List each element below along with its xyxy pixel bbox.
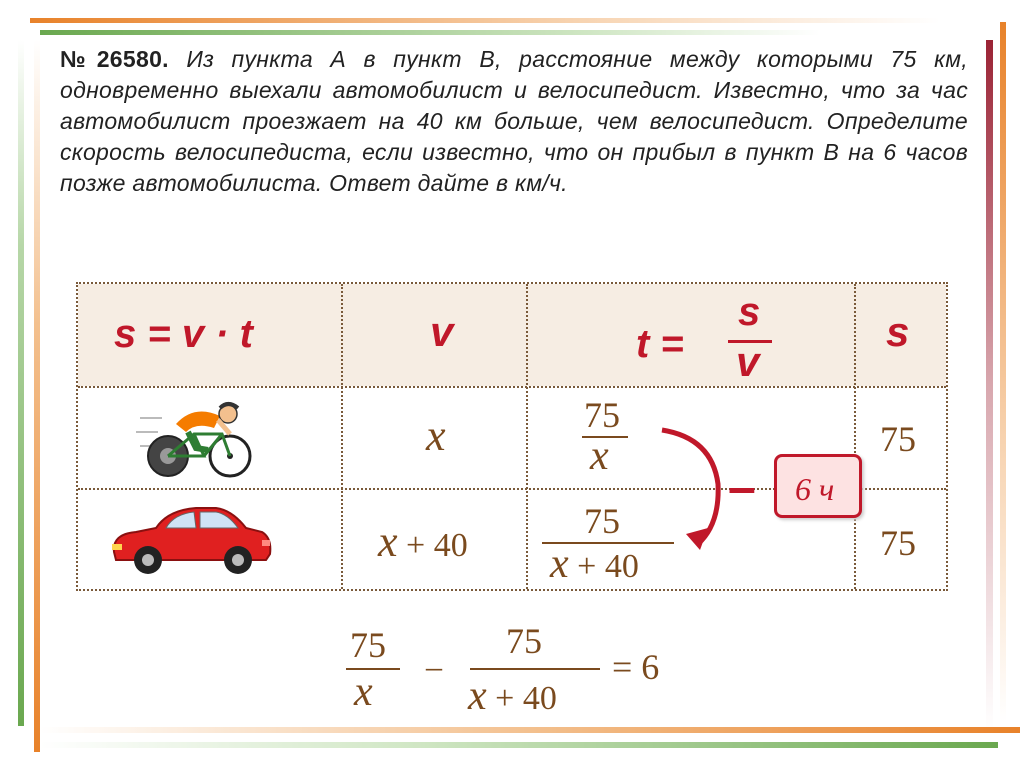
bottom-bar-1 — [40, 727, 1020, 733]
car-image — [106, 498, 274, 580]
car-speed-var: x — [378, 517, 398, 566]
top-bar-1 — [30, 18, 940, 23]
difference-arrow — [656, 424, 736, 554]
header-time-label: t = — [636, 322, 684, 366]
header-distance: s — [886, 308, 910, 355]
car-time-num: 75 — [584, 501, 620, 541]
eq-minus: – — [426, 648, 442, 684]
header-speed: v — [430, 308, 454, 355]
eq-frac2-den-var: x — [468, 673, 487, 719]
eq-frac2-den-rest: + 40 — [486, 680, 557, 717]
car-time-den — [550, 540, 639, 588]
header-time-num: s — [738, 290, 761, 334]
solution-table — [76, 282, 948, 591]
eq-frac2-line — [470, 668, 600, 670]
problem-text: Из пункта А в пункт В, расстояние между которыми 75 км, одновременно выехали автомобилист и велосипедист. Известно, что за час автомобилист проезжает на 40 км больше, чем велосипедист. Определите скорость велосипедиста, если известно, что он прибыл в пункт В на 6 часов позже автомобилиста. Ответ дайте в км/ч. — [60, 46, 968, 196]
car-distance: 75 — [880, 523, 916, 563]
car-speed — [378, 516, 468, 567]
problem-statement — [60, 44, 968, 199]
car-time-den-var: x — [550, 541, 569, 587]
right-bar-1 — [986, 40, 993, 730]
equation — [340, 618, 680, 722]
car-speed-rest: + 40 — [397, 527, 468, 564]
cyclist-distance: 75 — [880, 419, 916, 459]
col-divider-3 — [854, 284, 856, 589]
problem-number: №26580. — [60, 46, 169, 72]
difference-minus: – — [728, 459, 756, 515]
row-divider-1 — [78, 386, 946, 388]
header-time-den: v — [736, 338, 760, 385]
cyclist-speed: x — [426, 411, 446, 460]
top-bar-2 — [40, 30, 820, 35]
eq-rhs: = 6 — [612, 647, 660, 687]
car-time-den-rest: + 40 — [568, 548, 639, 585]
eq-frac1-num: 75 — [350, 625, 386, 665]
left-bar-1 — [18, 40, 24, 726]
eq-frac1-den: x — [354, 669, 373, 715]
right-bar-2 — [1000, 22, 1006, 722]
bottom-bar-2 — [40, 742, 998, 748]
difference-label: 6 ч — [795, 471, 835, 507]
col-divider-2 — [526, 284, 528, 589]
header-formula: s = v · t — [114, 312, 253, 356]
col-divider-1 — [341, 284, 343, 589]
eq-frac2-num: 75 — [506, 621, 542, 661]
eq-frac2-den — [468, 672, 557, 720]
cyclist-time-num: 75 — [584, 395, 620, 435]
cyclist-image — [132, 398, 262, 480]
left-bar-2 — [34, 40, 40, 752]
cyclist-time-den: x — [590, 433, 609, 479]
difference-badge — [774, 454, 862, 518]
